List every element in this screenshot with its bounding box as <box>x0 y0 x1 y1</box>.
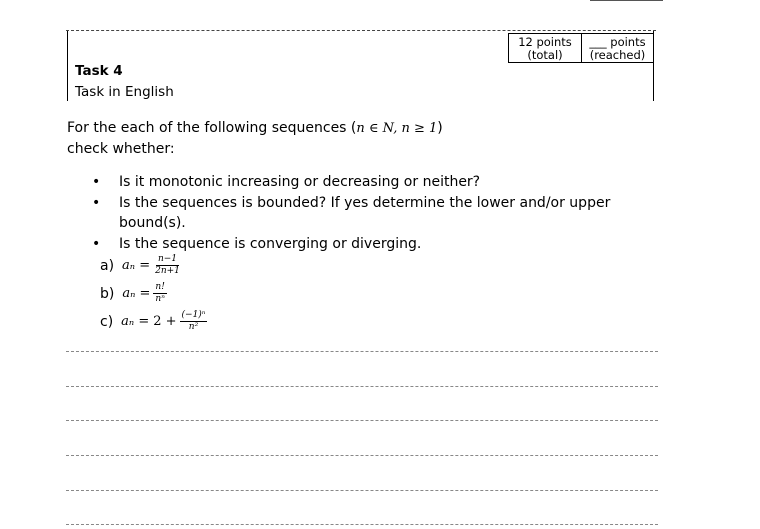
task-title: Task 4 <box>75 63 123 79</box>
sequence-fraction <box>153 254 182 277</box>
intro-condition: n ∈ N, n ≥ 1 <box>356 121 438 136</box>
fraction-denominator: n² <box>188 322 199 332</box>
sequence-label: c) <box>100 313 114 330</box>
total-points-value: 12 points <box>518 35 572 49</box>
sequence-b <box>100 282 167 305</box>
question-item: • Is the sequences is bounded? If yes determine the lower and/or upper bound(s). <box>92 193 652 234</box>
reached-points-value: ___ points <box>589 35 646 49</box>
fraction-numerator: (−1)ⁿ <box>181 310 206 320</box>
sequence-lhs: aₙ = <box>122 258 151 273</box>
task-subtitle: Task in English <box>75 84 174 100</box>
total-points-label: (total) <box>527 48 563 62</box>
fraction-denominator: nⁿ <box>155 294 165 304</box>
answer-line <box>66 386 658 387</box>
reached-points-box <box>581 33 654 63</box>
fraction-denominator: 2n+1 <box>155 266 180 276</box>
fraction-numerator: n! <box>155 282 165 292</box>
answer-line <box>66 455 658 456</box>
sequence-lhs: aₙ = <box>122 286 151 301</box>
sequence-c <box>100 310 207 333</box>
fraction-numerator: n−1 <box>157 254 178 264</box>
sequence-label: b) <box>100 285 115 302</box>
intro-text <box>67 118 443 159</box>
intro-prefix: For the each of the following sequences ( <box>67 120 357 136</box>
intro-line-2: check whether: <box>67 141 175 157</box>
answer-line <box>66 420 658 421</box>
sequence-label: a) <box>100 257 115 274</box>
sequence-fraction <box>180 310 208 333</box>
total-points-box <box>508 33 582 63</box>
question-item: • Is it monotonic increasing or decreasing or neither? <box>92 172 652 193</box>
question-list <box>92 172 652 254</box>
answer-line <box>66 351 658 352</box>
reached-points-label: (reached) <box>589 48 646 62</box>
sequence-prefix: 2 + <box>153 314 177 329</box>
sequence-lhs: aₙ = <box>121 314 150 329</box>
intro-line-1 <box>67 118 443 139</box>
top-rule <box>590 0 663 1</box>
answer-line <box>66 490 658 491</box>
question-item: • Is the sequence is converging or diverging. <box>92 234 652 255</box>
intro-suffix: ) <box>437 120 443 136</box>
sequence-a <box>100 254 182 277</box>
answer-line <box>66 524 658 525</box>
sequence-fraction <box>153 282 166 305</box>
